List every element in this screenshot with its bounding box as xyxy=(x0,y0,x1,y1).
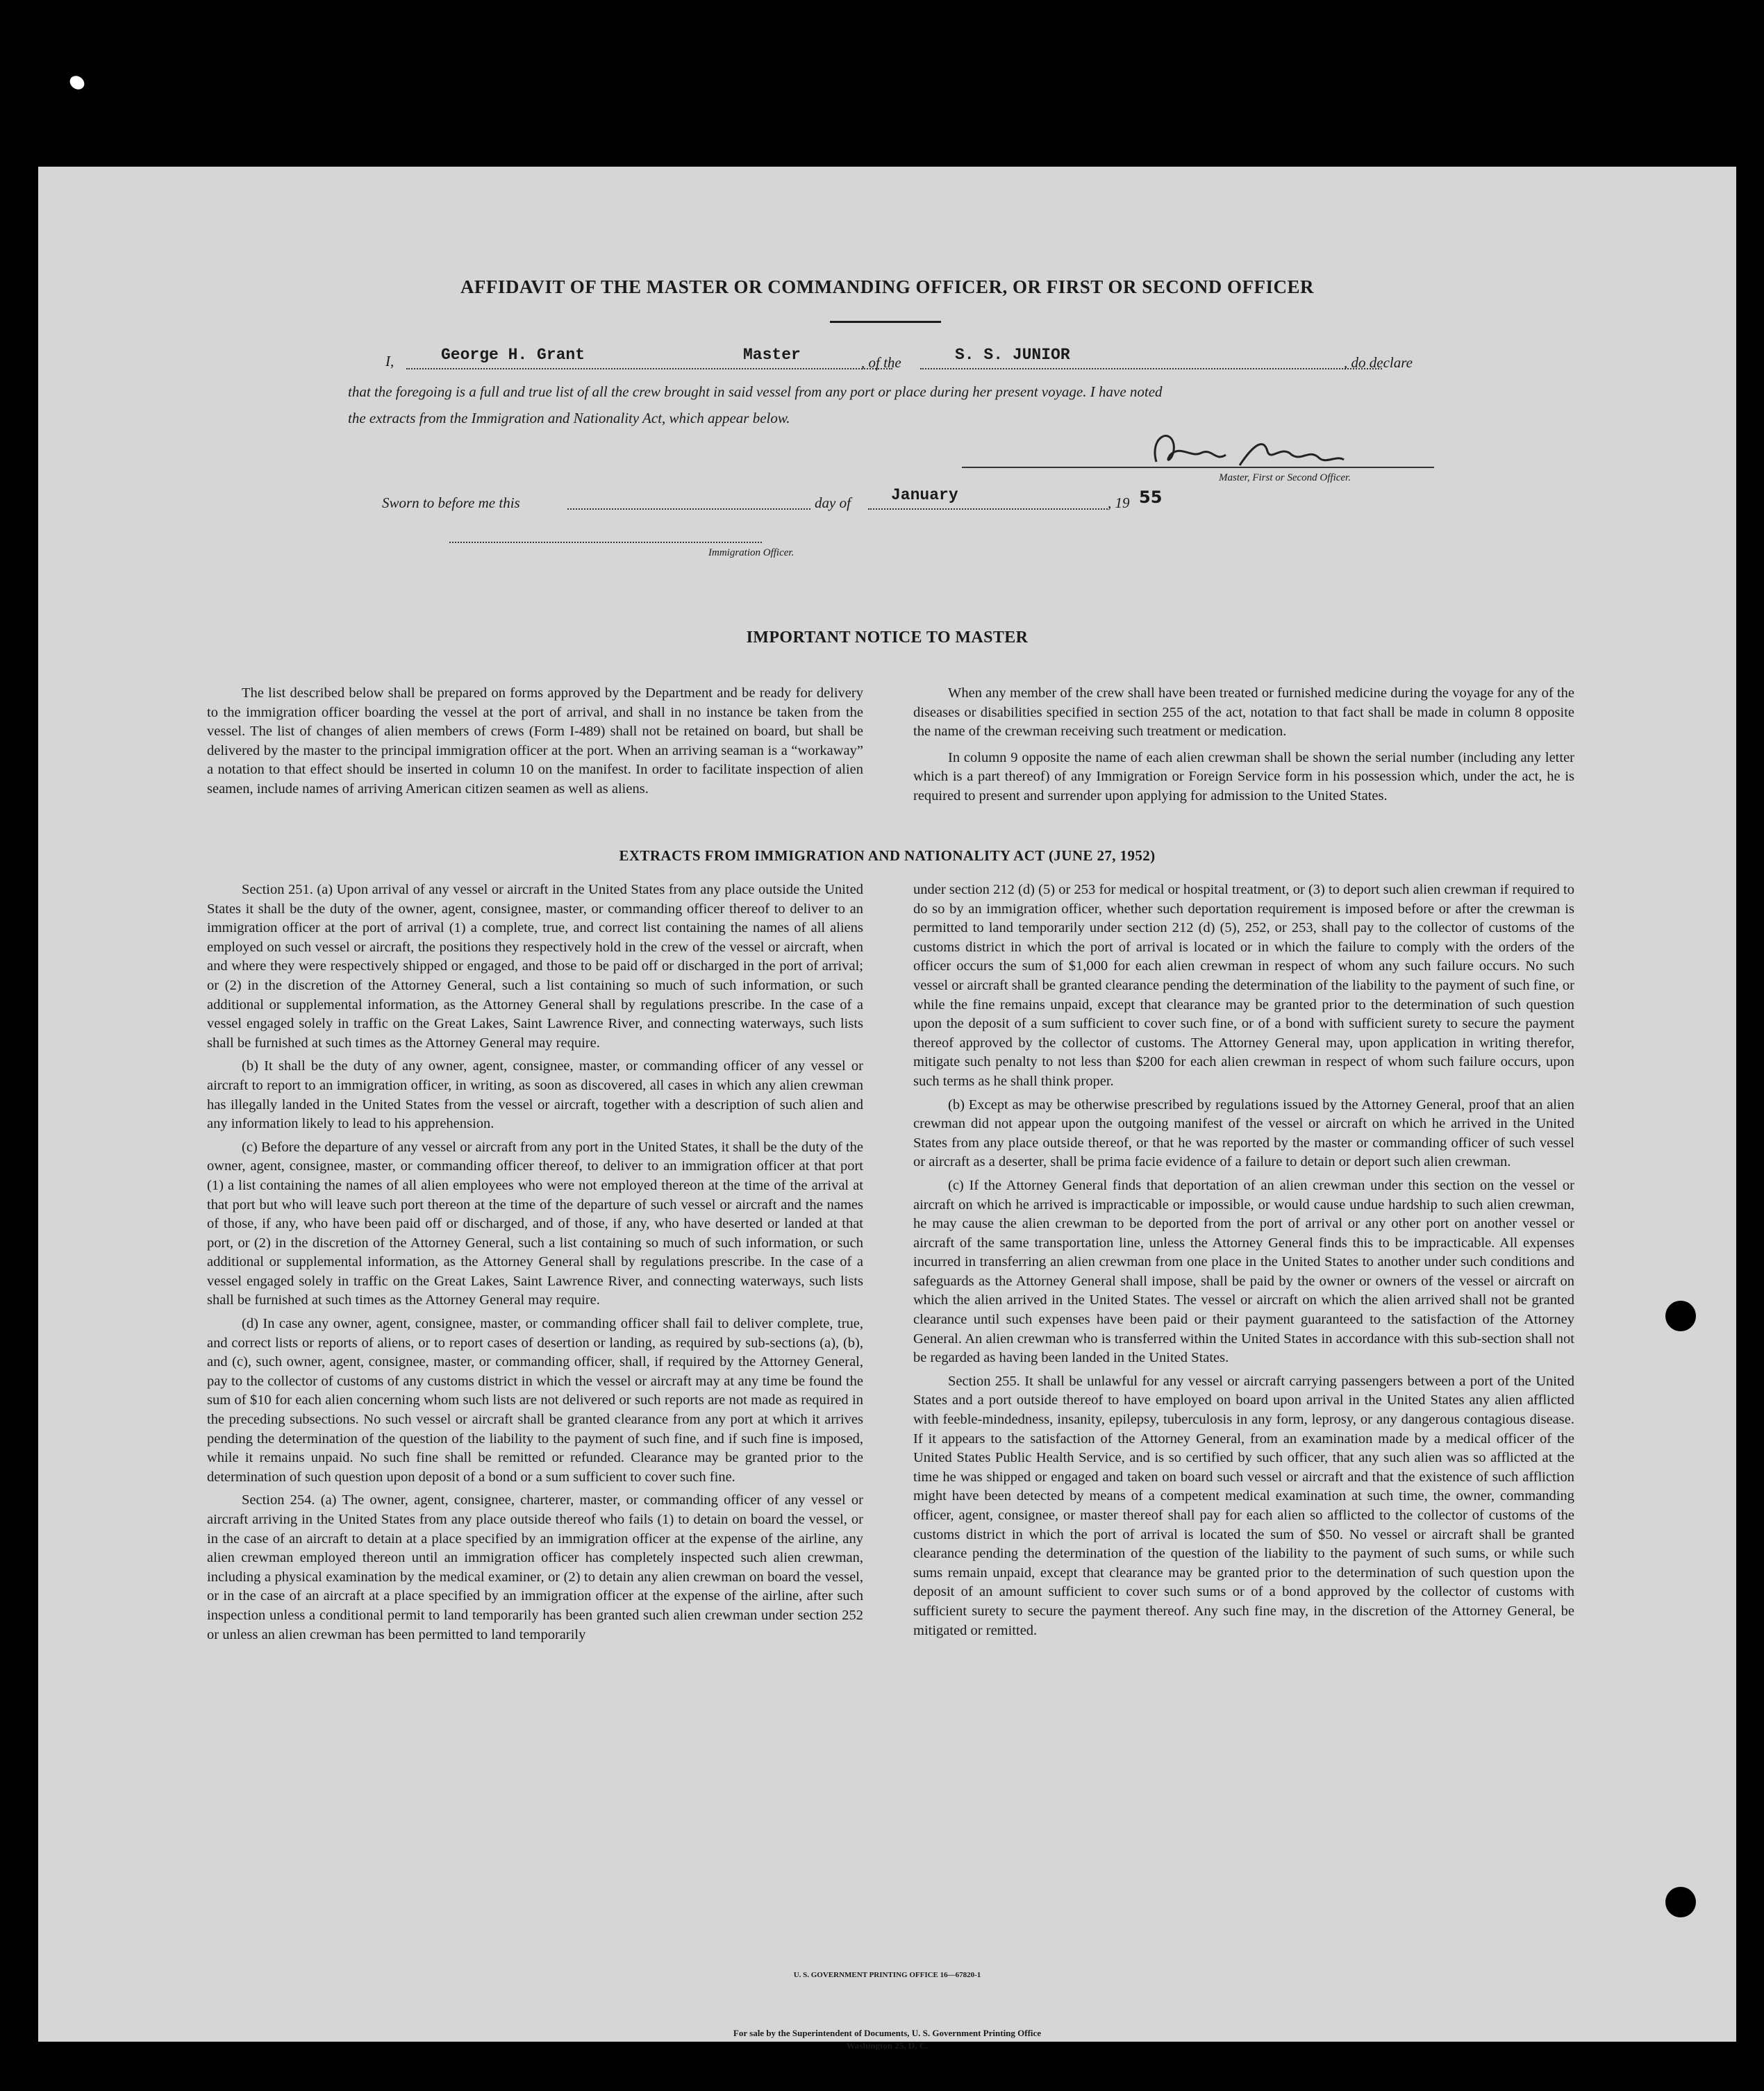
master-name: George H. Grant xyxy=(441,346,585,364)
affidavit-title: AFFIDAVIT OF THE MASTER OR COMMANDING OFFICER, OR FIRST OR SECOND OFFICER xyxy=(460,276,1315,297)
signature-line xyxy=(962,467,1434,468)
sworn-day-line xyxy=(567,492,810,510)
notice-left-column xyxy=(207,684,863,799)
section-254-b: (b) Except as may be otherwise prescribed by regulations issued by the Attorney General, proof that an alien crewman did not appear upon the outgoing manifest of the vessel or aircraft on which he arrived in the United States from any place outside thereof, or that he was reported by the master or commanding officer of such vessel or aircraft as a deserter, shall be prima facie evidence of a failure to detain or deport such alien crewman. xyxy=(913,1097,1574,1170)
notice-right-paragraph-2: In column 9 opposite the name of each alien crewman shall be shown the serial number (including any letter which is a part thereof) of any Immigration or Foreign Service form in his possession which, under the act, he is required to present and surrender upon applying for admission to the United States. xyxy=(913,749,1574,803)
section-251-d: (d) In case any owner, agent, consignee, master, or commanding officer shall fail to deliver complete, true, and correct lists or reports of aliens, or to report cases of desertion or landing, as required by sub-sections (a), (b), and (c), such owner, agent, consignee, master, or commanding officer, shall, if required by the Attorney General, pay to the collector of customs of any customs district in which the vessel or aircraft may at any time be found the sum of $10 for each alien concerning whom such lists are not delivered or such reports are not made as required in the preceding subsections. No such vessel or aircraft shall be granted clearance from any port at which it arrives pending the determination of the question of the liability to the payment of such fine, and if such fine is imposed, while it remains unpaid. No such fine shall be remitted or refunded. Clearance may be granted prior to the determination of such question upon deposit of a bond or a sum sufficient to cover such fine. xyxy=(207,1316,863,1485)
notice-left-paragraph: The list described below shall be prepared on forms approved by the Department and be ready for delivery to the immigration officer boarding the vessel at the port of arrival, and shall in no instance be taken from the vessel. The list of changes of alien members of crews (Form I-489) shall not be retained on board, but shall be delivered by the master to the principal immigration officer at the port. When an arriving seaman is a “workaway” a notation to that effect should be inserted in column 10 on the manifest. In order to facilitate inspection of alien seamen, include names of arriving American citizen seamen as well as aliens. xyxy=(207,685,863,797)
statement-line-1: that the foregoing is a full and true list of all the crew brought in said vessel from any port or place during her present voyage. I have noted xyxy=(348,383,1163,400)
sale-line-1: For sale by the Superintendent of Documents, U. S. Government Printing Office xyxy=(733,2028,1042,2038)
section-254-a-continued: under section 212 (d) (5) or 253 for medical or hospital treatment, or (3) to deport such alien crewman if required to do so by an immigration officer, whether such deportation requirement is imposed before or after the crewman is permitted to land temporarily under section 212 (d) (5), 252, or 253, shall pay to the collector of customs of the customs district in which the port of arrival is located or in which the failure to comply with the orders of the officer occurs the sum of $1,000 for each alien crewman in respect of whom any such failure occurs. No such vessel or aircraft shall be granted clearance pending the determination of the liability to the payment of such fine, or while the fine remains unpaid, except that clearance may be granted prior to the determination of such question upon the deposit of a sum sufficient to cover such fine, or of a bond with sufficient surety to secure the payment thereof approved by the collector of customs. The Attorney General may, upon application in writing therefor, mitigate such penalty to not less than $200 for each alien crewman in respect of whom such failure occurs, upon such terms as he shall think proper. xyxy=(913,882,1574,1089)
master-signature xyxy=(1142,424,1351,479)
printing-office-line: U. S. GOVERNMENT PRINTING OFFICE 16—67820-1 xyxy=(793,1971,981,1979)
notice-right-paragraph-1: When any member of the crew shall have been treated or furnished medicine during the voyage for any of the diseases or disabilities specified in section 255 of the act, notation to that fact shall be made in column 8 opposite the name of the crewman receiving such treatment or medication. xyxy=(913,685,1574,740)
section-251-c: (c) Before the departure of any vessel or aircraft from any port in the United States, it shall be the duty of the owner, agent, consignee, master, or commanding officer thereof, to deliver to an immigration officer at that port (1) a list containing the names of all alien employees who were not employed thereon at the time of the arrival at that port but who will leave such port thereon at the time of the departure of such vessel or aircraft and the names of those, if any, who have been paid off or discharged, and of those, if any, who have deserted or landed at that port, or (2) in the discretion of the Attorney General, such a list containing so much of such information, or such additional or supplemental information, as the Attorney General shall by regulations prescribe. In the case of a vessel engaged solely in traffic on the Great Lakes, Saint Lawrence River, and connecting waterways, such lists shall be furnished at such times as the Attorney General may require. xyxy=(207,1139,863,1308)
punch-hole xyxy=(1665,1887,1696,1917)
extracts-title: EXTRACTS FROM IMMIGRATION AND NATIONALITY ACT (JUNE 27, 1952) xyxy=(619,847,1156,864)
vessel-name: S. S. JUNIOR xyxy=(955,346,1070,364)
extracts-right-column xyxy=(913,881,1574,1640)
year-prefix: , 19 xyxy=(1108,494,1130,511)
day-of-label: day of xyxy=(815,494,851,511)
notice-title: IMPORTANT NOTICE TO MASTER xyxy=(746,628,1029,647)
year-handwritten: 55 xyxy=(1139,488,1163,507)
section-251-b: (b) It shall be the duty of any owner, agent, consignee, master, or commanding officer of any vessel or aircraft to report to an immigration officer, in writing, as soon as discovered, all cases in which any alien crewman has illegally landed in the United States from the vessel or aircraft, together with a description of such alien and any information likely to lead to his apprehension. xyxy=(207,1058,863,1132)
month-value: January xyxy=(891,486,958,504)
scan-speck xyxy=(67,73,87,92)
document-page xyxy=(38,167,1736,2051)
extracts-left-column xyxy=(207,881,863,1644)
section-255: Section 255. It shall be unlawful for any vessel or aircraft carrying passengers between a port of the United States and a port outside thereof to have employed on board upon arrival in the United States any alien afflicted with feeble-mindedness, insanity, epilepsy, tuberculosis in any form, leprosy, or any dangerous contagious disease. If it appears to the satisfaction of the Attorney General, from an examination made by a medical officer of the United States Public Health Service, and is so certified by such officer, that any such alien was so afflicted at the time he was shipped or engaged and taken on board such vessel or aircraft and that the existence of such affliction might have been detected by means of a competent medical examination at such time, the owner, commanding officer, agent, consignee, or master thereof shall pay for each alien so afflicted to the collector of customs of the customs district in which the port of arrival is located the sum of $50. No vessel or aircraft shall be granted clearance pending the determination of the question of the liability to the payment of such sums, or while such sums remain unpaid, except that clearance may be granted prior to the determination of such question upon the deposit of an amount sufficient to cover such sums or of a bond approved by the collector of customs with sufficient surety to secure the payment thereof. Any such fine may, in the discretion of the Attorney General, be mitigated or remitted. xyxy=(913,1373,1574,1638)
i-label: I, xyxy=(385,353,394,369)
sworn-label: Sworn to before me this xyxy=(382,494,520,511)
section-251-a: Section 251. (a) Upon arrival of any vessel or aircraft in the United States from any place outside the United States it shall be the duty of the owner, agent, consignee, master, or commanding officer thereof to deliver to an immigration officer at the port of arrival (1) a complete, true, and correct list containing the names of all aliens employed on such vessel or aircraft, the positions they respectively hold in the crew of the vessel or aircraft, when and where they were respectively shipped or engaged, and those to be paid off or discharged in the port of arrival; or (2) in the discretion of the Attorney General, such a list containing so much of such information, or such additional or supplemental information, as the Attorney General shall by regulations prescribe. In the case of a vessel engaged solely in traffic on the Great Lakes, Saint Lawrence River, and connecting waterways, such lists shall be furnished at such times as the Attorney General may require. xyxy=(207,882,863,1051)
signature-caption: Master, First or Second Officer. xyxy=(1219,472,1351,483)
punch-hole xyxy=(1665,1301,1696,1331)
sale-line-2: Washington 25, D. C. xyxy=(846,2040,929,2051)
title-underline xyxy=(830,321,941,323)
section-254-a: Section 254. (a) The owner, agent, consignee, charterer, master, or commanding officer of any vessel or aircraft arriving in the United States from any place outside thereof who fails (1) to detain on board the vessel, or in the case of an aircraft to detain at a place specified by an immigration officer at the expense of the airline, any alien crewman employed thereon until an immigration officer has completely inspected such alien crewman, including a physical examination by the medical examiner, or (2) to detain any alien crewman on board the vessel, or in the case of an aircraft at a place specified by an immigration officer at the expense of the airline, after such inspection unless a conditional permit to land temporarily has been granted such alien crewman under section 252 or unless an alien crewman has been permitted to land temporarily xyxy=(207,1492,863,1642)
do-declare-label: , do declare xyxy=(1344,354,1413,371)
statement-line-2: the extracts from the Immigration and Nationality Act, which appear below. xyxy=(348,410,790,426)
master-rank: Master xyxy=(743,346,801,364)
of-the-label: , of the xyxy=(861,354,901,371)
section-254-c: (c) If the Attorney General finds that deportation of an alien crewman under this section on the vessel or aircraft on which he arrived is impracticable or impossible, or would cause undue hardship to such alien crewman, he may cause the alien crewman to be deported from the port of arrival or any other port on another vessel or aircraft of the same transportation line, unless the Attorney General finds this to be impracticable. All expenses incurred in transferring an alien crewman from one place in the United States to another under such conditions and safeguards as the Attorney General shall impose, shall be paid by the owner or owners of the vessel or aircraft on which the alien arrived in the United States. The vessel or aircraft on which the alien arrived shall not be granted clearance until such expenses have been paid or their payment guaranteed to the satisfaction of the Attorney General. An alien crewman who is transferred within the United States in accordance with this sub-section shall not be regarded as having been landed in the United States. xyxy=(913,1177,1574,1366)
officer-caption: Immigration Officer. xyxy=(708,547,794,558)
officer-signature-line xyxy=(449,540,762,543)
notice-right-column xyxy=(913,684,1574,806)
